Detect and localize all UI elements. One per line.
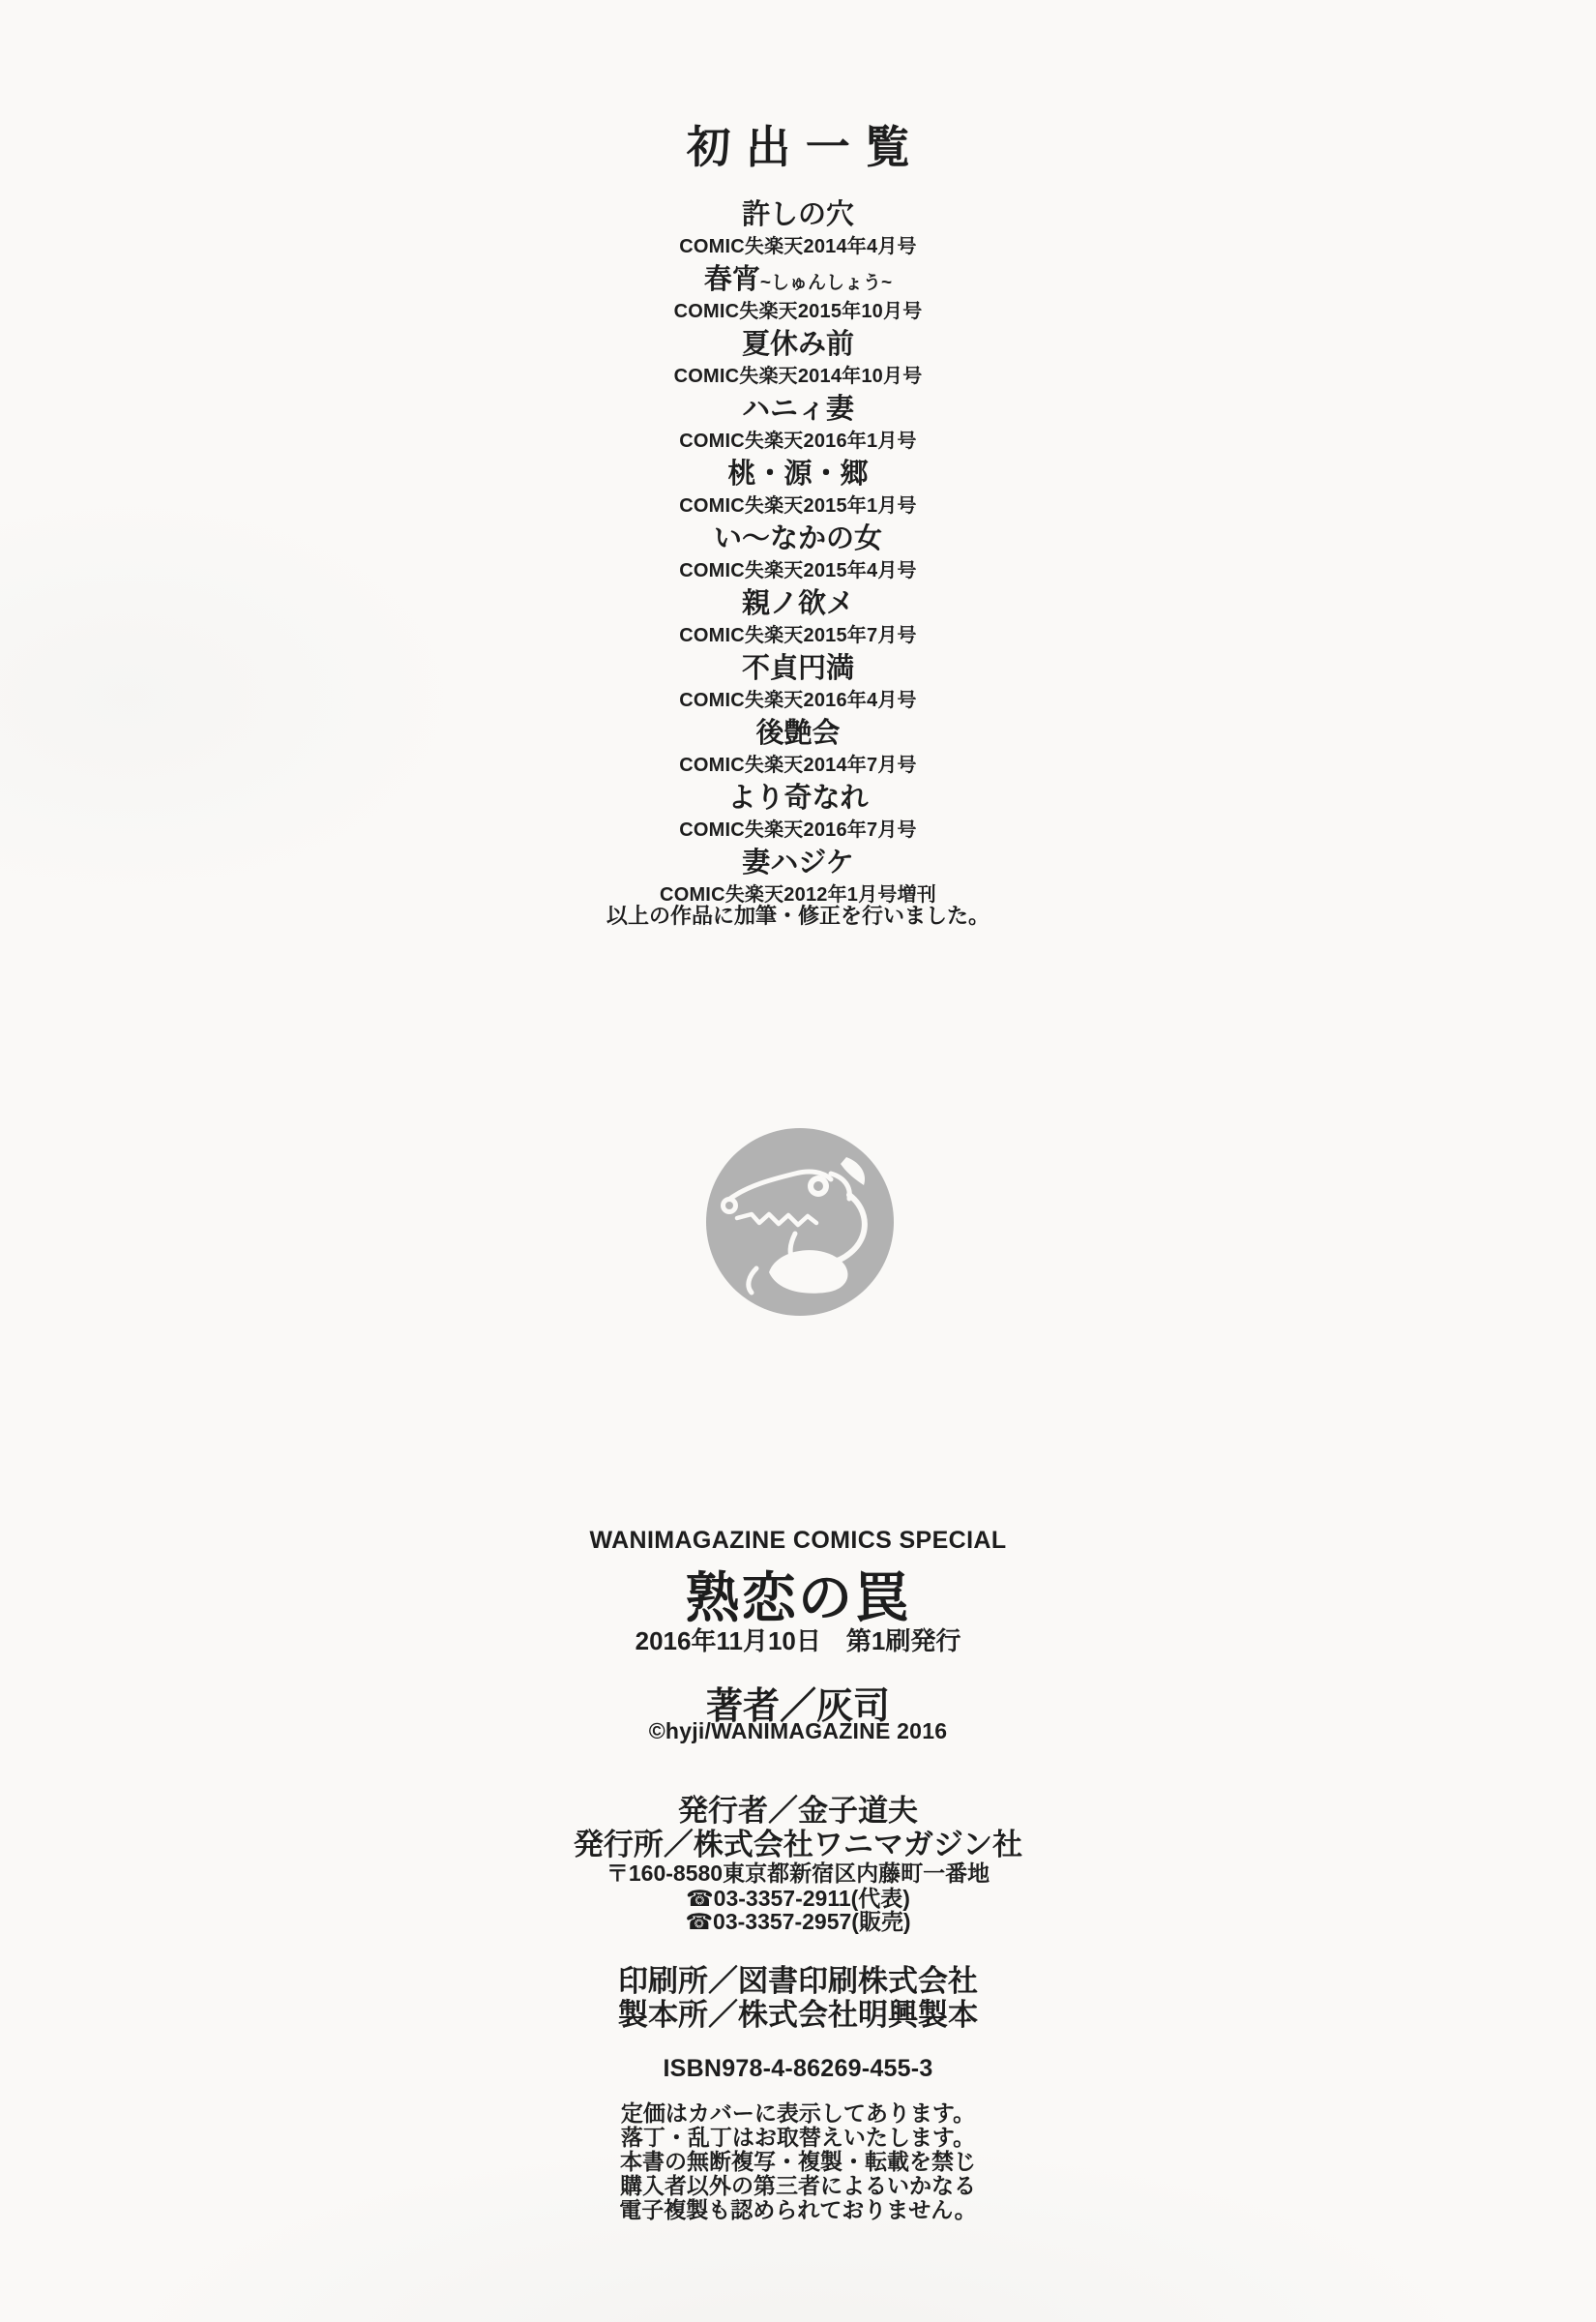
notice-line: 落丁・乱丁はお取替えいたします。 (620, 2125, 976, 2150)
book-title: 熟恋の罠 (685, 1567, 911, 1628)
publishing-house-line: 発行所／株式会社ワニマガジン社 (573, 1828, 1023, 1861)
author-line: 著者／灰司 (705, 1686, 890, 1727)
entry-title-text: 桃・源・郷 (727, 459, 869, 490)
publication-entry (679, 459, 916, 519)
notice-line: 電子複製も認められておりません。 (619, 2197, 977, 2222)
entry-title (679, 523, 916, 558)
entry-source: COMIC失楽天2016年4月号 (679, 690, 917, 711)
entry-title-text: 許しの穴 (741, 199, 854, 230)
isbn-line: ISBN978-4-86269-455-3 (663, 2055, 933, 2082)
entry-title-suffix: ~しゅんしょう~ (759, 273, 893, 293)
publisher-line: 発行者／金子道夫 (678, 1794, 918, 1828)
entry-source: COMIC失楽天2014年10月号 (673, 366, 923, 387)
entry-title-text: ハニィ妻 (741, 394, 854, 425)
entry-title (674, 329, 923, 364)
entry-source: COMIC失楽天2016年1月号 (679, 431, 917, 452)
revision-note: 以上の作品に加筆・修正を行いました。 (606, 904, 990, 928)
publication-entry (674, 264, 923, 324)
publication-entry (679, 783, 916, 843)
publication-list (0, 199, 1596, 908)
entry-title (660, 848, 936, 882)
entry-title (679, 783, 916, 818)
entry-source: COMIC失楽天2015年10月号 (673, 301, 923, 322)
publication-entry (679, 199, 916, 259)
entry-title (679, 718, 916, 753)
publication-entry (679, 653, 916, 713)
notice-line: 定価はカバーに表示してあります。 (620, 2100, 976, 2126)
address-line: 〒160-8580東京都新宿区内藤町一番地 (606, 1861, 990, 1886)
entry-source: COMIC失楽天2012年1月号増刊 (660, 884, 936, 906)
notice-line: 本書の無断複写・複製・転載を禁じ (620, 2149, 976, 2174)
printer-line: 印刷所／図書印刷株式会社 (618, 1964, 978, 1998)
entry-title-text: より奇なれ (727, 783, 869, 814)
entry-title-text: 不貞円満 (741, 653, 854, 684)
entry-source: COMIC失楽天2015年7月号 (679, 625, 917, 646)
legal-notices (0, 2101, 1596, 2222)
entry-title-text: 夏休み前 (741, 329, 854, 360)
entry-title-text: い～なかの女 (713, 523, 882, 554)
series-name: WANIMAGAZINE COMICS SPECIAL (589, 1527, 1007, 1554)
publication-entry (679, 718, 916, 778)
tel-main-line: ☎03-3357-2911(代表) (686, 1886, 910, 1911)
publication-entry (679, 394, 916, 454)
publication-entry (674, 329, 923, 389)
entry-source: COMIC失楽天2015年1月号 (679, 495, 917, 517)
entry-title (679, 199, 916, 234)
page-title: 初出一覧 (686, 122, 926, 172)
entry-source: COMIC失楽天2016年7月号 (679, 819, 917, 841)
print-date: 2016年11月10日 第1刷発行 (635, 1626, 961, 1655)
entry-source: COMIC失楽天2014年4月号 (679, 236, 917, 257)
entry-title (679, 394, 916, 429)
entry-title (679, 459, 916, 493)
copyright-line: ©hyji/WANIMAGAZINE 2016 (648, 1718, 948, 1743)
tel-sales-line: ☎03-3357-2957(販売) (685, 1909, 911, 1934)
entry-title-text: 春宵 (703, 264, 760, 295)
publication-entry (679, 523, 916, 583)
crocodile-icon (703, 1125, 897, 1319)
entry-title (674, 264, 923, 299)
entry-source: COMIC失楽天2014年7月号 (679, 755, 917, 776)
wanimagazine-crocodile-logo (703, 1125, 897, 1319)
entry-title-text: 親ノ欲メ (741, 588, 854, 619)
publication-entry (660, 848, 936, 908)
publication-entry (679, 588, 916, 648)
entry-title-text: 妻ハジケ (742, 848, 854, 878)
entry-source: COMIC失楽天2015年4月号 (679, 560, 917, 581)
binder-line: 製本所／株式会社明興製本 (618, 1998, 978, 2032)
notice-line: 購入者以外の第三者によるいかなる (620, 2173, 976, 2198)
entry-title-text: 後艶会 (755, 718, 841, 749)
entry-title (679, 588, 916, 623)
entry-title (679, 653, 916, 688)
